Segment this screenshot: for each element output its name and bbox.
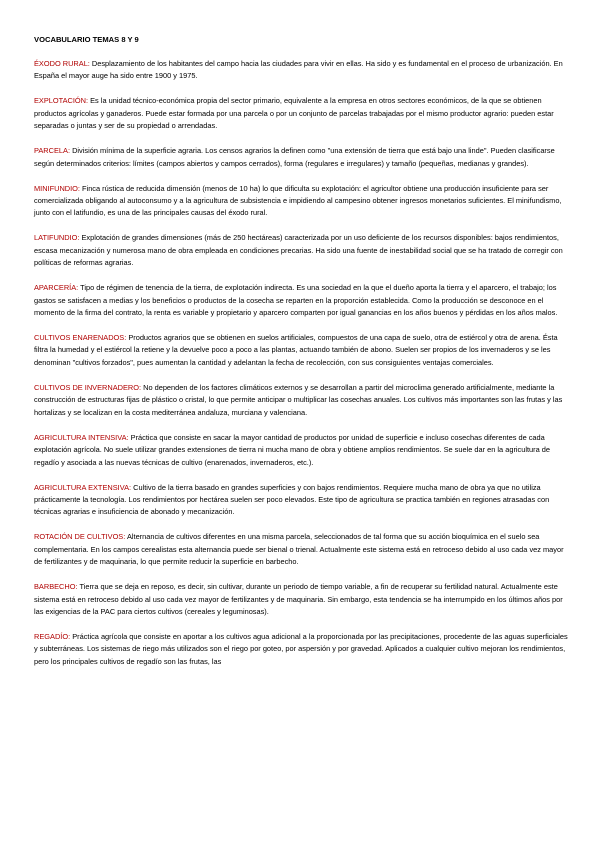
vocabulary-entry [34, 183, 570, 220]
entry-term: ROTACIÓN DE CULTIVOS: [34, 532, 126, 542]
entry-definition: Tierra que se deja en reposo, es decir, sin cultivar, durante un periodo de tiempo variable, a fin de recuperar su fertilidad natural. Actualmente este sistema está en retroceso debido al uso cada vez mayor de fertilizantes y de maquinaria. Sin embargo, esta tendencia se ha interrumpido en los últimos años por las exigencias de la PAC para ciertos cultivos (cereales y leguminosas). [34, 582, 563, 616]
entry-definition: Práctica que consiste en sacar la mayor cantidad de productos por unidad de superficie e incluso cosechas diferentes de cada explotación agrícola. No suele utilizar grandes extensiones de tierra ni mucha mano de obra y obtiene amplios rendimientos. Se suele dar en la agricultura de regadío y asociada a las nuevas técnicas de cultivo (enarenados, invernaderos, etc.). [34, 432, 550, 467]
entry-definition: Productos agrarios que se obtienen en suelos artificiales, compuestos de una capa de suelo, otra de estiércol y otra de arena. Ésta filtra la humedad y el estiércol la retiene y la devuelve poco a poco a las plantas, actuando también de abono. Suelen ser propios de los invernaderos y se les denominan "cultivos forzados", pues aumentan la cantidad y adelantan la fecha de recolección, con sus consiguientes ventajas comerciales. [34, 333, 558, 367]
entry-term: AGRICULTURA INTENSIVA: [34, 432, 129, 442]
entry-term: BARBECHO: [34, 582, 78, 592]
vocabulary-entry [34, 332, 570, 369]
vocabulary-list [34, 58, 570, 668]
entry-term: CULTIVOS ENARENADOS: [34, 333, 127, 343]
vocabulary-entry [34, 232, 570, 269]
vocabulary-entry [34, 282, 570, 319]
entry-term: APARCERÍA: [34, 283, 79, 293]
vocabulary-entry [34, 581, 570, 618]
entry-definition: Tipo de régimen de tenencia de la tierra, de explotación indirecta. Es una sociedad en la que el dueño aporta la tierra y el aparcero, el trabajo; los gastos se satisfacen a medias y los beneficios o productos de la cosecha se reparten en la proporción establecida. Como la producción se desconoce en el momento de la firma del contrato, la renta es variable y propietario y aparcero comparten por igual ganancias en los años buenos y pérdidas en los años malos. [34, 283, 558, 318]
vocabulary-entry [34, 432, 570, 469]
entry-definition: Desplazamiento de los habitantes del campo hacia las ciudades para vivir en ellas. Ha sido y es fundamental en el proceso de urbanización. En España el mayor auge ha sido entre 1900 y 1975. [34, 59, 563, 81]
vocabulary-entry [34, 382, 570, 419]
entry-term: REGADÍO: [34, 631, 71, 641]
entry-definition: Cultivo de la tierra basado en grandes superficies y con bajos rendimientos. Requiere mucha mano de obra ya que no utiliza prácticamente la tecnología. Los rendimientos por hectárea suelen ser poco elevados. Este tipo de agricultura se practica también en regiones atrasadas con técnicas agrarias e insuficiencia de abonado y mecanización. [34, 482, 550, 517]
vocabulary-entry [34, 631, 570, 668]
vocabulary-entry [34, 145, 570, 170]
entry-definition: Alternancia de cultivos diferentes en una misma parcela, seleccionados de tal forma que su acción bioquímica en el suelo sea complementaria. En los campos cerealistas esta alternancia puede ser bienal o trienal. Actualmente este sistema está en retroceso debido al uso cada vez mayor de fertilizantes y de maquinaria, lo que permite reducir la superficie en barbecho. [34, 532, 564, 567]
vocabulary-entry [34, 95, 570, 132]
entry-definition: Explotación de grandes dimensiones (más de 250 hectáreas) caracterizada por un uso deficiente de los recursos disponibles: bajos rendimientos, escasa mecanización y numerosa mano de obra empleada en condiciones precarias. Ha sido una fuente de inestabilidad social que se ha tratado de corregir con políticas de reformas agrarias. [34, 233, 563, 268]
entry-definition: División mínima de la superficie agraria. Los censos agrarios la definen como "una extensión de tierra que está bajo una linde". Pueden clasificarse según determinados criterios: límites (campos abiertos y campos cerrados), forma (regulares e irregulares) y tamaño (pequeñas, medianas y grandes). [34, 146, 555, 168]
entry-term: PARCELA: [34, 146, 71, 156]
entry-definition: Es la unidad técnico-económica propia del sector primario, equivalente a la empresa en otros sectores económicos, de la que se obtienen productos agrícolas y ganaderos. Puede estar formada por una parcela o por un conjunto de parcelas trabajadas por el mismo productor agrario: pueden estar separadas o juntas y ser de su propiedad o arrendadas. [34, 96, 554, 131]
entry-term: MINIFUNDIO: [34, 183, 80, 193]
vocabulary-entry [34, 58, 570, 83]
entry-term: EXPLOTACIÓN: [34, 96, 89, 106]
entry-term: AGRICULTURA EXTENSIVA: [34, 482, 132, 492]
entry-term: LATIFUNDIO: [34, 233, 80, 243]
entry-definition: Finca rústica de reducida dimensión (menos de 10 ha) lo que dificulta su explotación: el agricultor obtiene una producción insuficiente para ser comercializada obligando al autoconsumo y a la agricultura de subsistencia e impidiendo al campesino obtener ingresos monetarios suficientes. El minifundismo, junto con el latifundio, es una de las principales causas del éxodo rural. [34, 183, 562, 218]
vocabulary-entry [34, 482, 570, 519]
document-title: VOCABULARIO TEMAS 8 Y 9 [34, 35, 139, 44]
entry-definition: No dependen de los factores climáticos externos y se desarrollan a partir del microclima generado artificialmente, mediante la construcción de estructuras fijas de plástico o cristal, lo que permite anticipar o multiplicar las cosechas anuales. Los cultivos más importantes son las frutas y las hortalizas y se localizan en la costa mediterránea andaluza, murciana y valenciana. [34, 382, 563, 417]
vocabulary-entry [34, 531, 570, 568]
entry-term: ÉXODO RURAL: [34, 59, 90, 68]
entry-term: CULTIVOS DE INVERNADERO: [34, 382, 142, 392]
entry-definition: Práctica agrícola que consiste en aportar a los cultivos agua adicional a la proporcionada por las precipitaciones, procedente de las aguas superficiales y subterráneas. Los sistemas de riego más utilizados son el riego por goteo, por aspersión y por gravedad. Aplicados a cualquier cultivo mejoran los rendimientos, pero los principales cultivos de regadío son las frutas, las [34, 631, 568, 666]
